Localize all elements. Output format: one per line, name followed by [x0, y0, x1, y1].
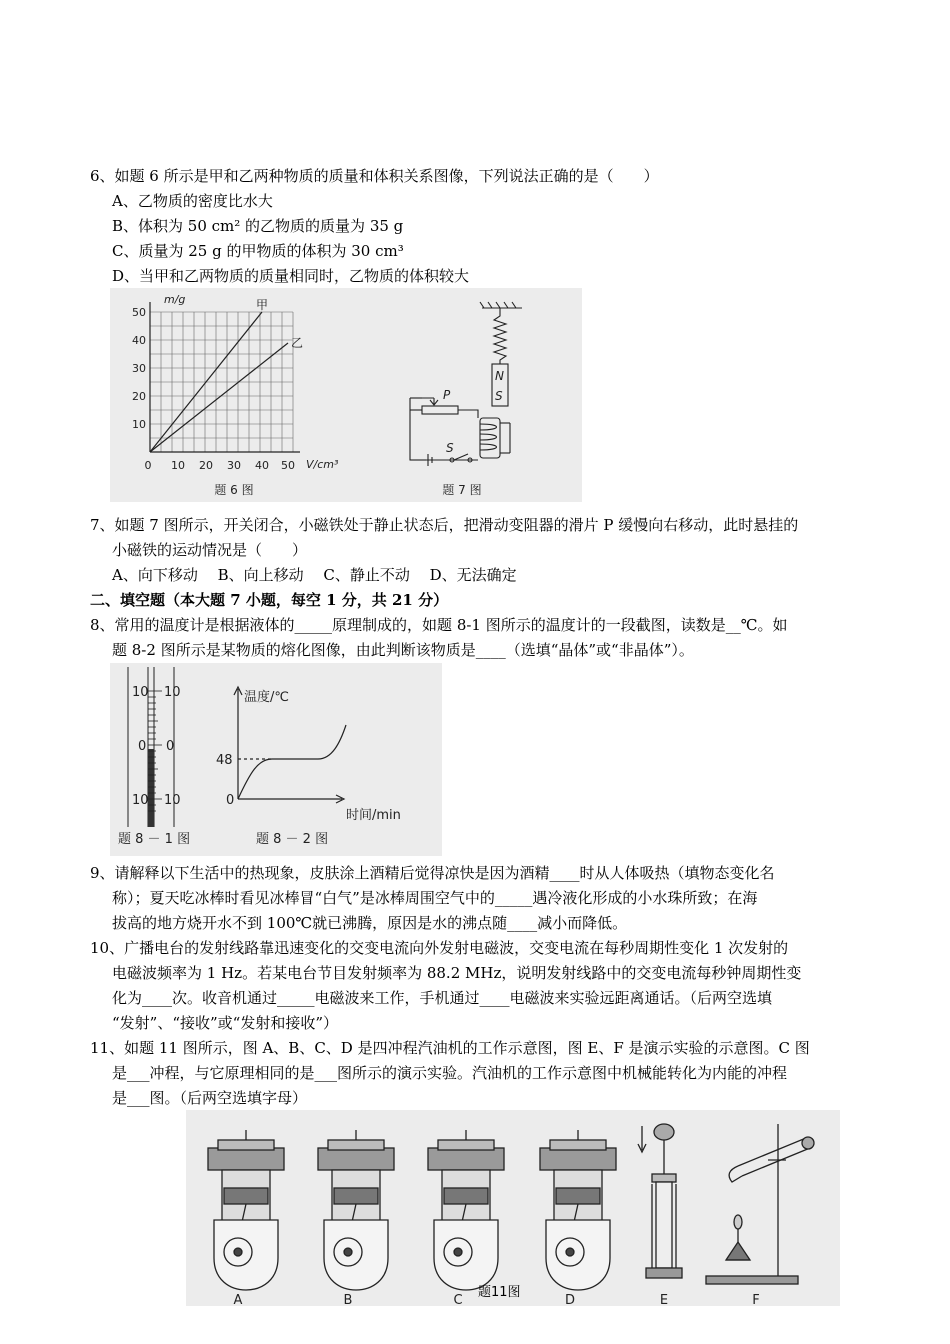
fig6-xtick: 30: [227, 459, 241, 472]
fig11-label-e: E: [659, 1293, 669, 1306]
fig8-2-caption: 题 8 － 2 图: [256, 832, 329, 847]
fig8-origin: 0: [226, 793, 235, 808]
fig8-ylabel: 温度/℃: [244, 690, 289, 705]
q11-line2: 是___冲程，与它原理相同的是___图所示的演示实验。汽油机的工作示意图中机械能转化为内能的冲程: [112, 1064, 788, 1082]
fig6-xtick: 50: [281, 459, 295, 472]
q7-options: A、向下移动 B、向上移动 C、静止不动 D、无法确定: [112, 566, 517, 584]
fig6-line-b-label: 乙: [291, 336, 304, 350]
fig6-ytick: 20: [132, 390, 146, 403]
q10-line4: “发射”、“接收”或“发射和接收”）: [112, 1014, 339, 1032]
q7-line1: 7、如题 7 图所示，开关闭合，小磁铁处于静止状态后，把滑动变阻器的滑片 P 缓慢向右移动，此时悬挂的: [90, 516, 799, 534]
apparatus-f: [706, 1124, 814, 1284]
therm-label-right: 10: [164, 685, 181, 700]
section-title: 二、填空题（本大题 7 小题，每空 1 分，共 21 分）: [90, 591, 449, 609]
fig8-1-caption: 题 8 － 1 图: [118, 832, 191, 847]
fig11-caption: 题11图: [478, 1285, 521, 1300]
fig6-xtick: 20: [199, 459, 213, 472]
fig11-label-f: F: [752, 1293, 760, 1306]
apparatus-e: [638, 1124, 682, 1278]
q6-stem: 6、如题 6 所示是甲和乙两种物质的质量和体积关系图像，下列说法正确的是（ ）: [90, 167, 659, 185]
q10-line1: 10、广播电台的发射线路靠迅速变化的交变电流向外发射电磁波，交变电流在每秒周期性变化 1 次发射的: [90, 939, 789, 957]
fig6-xtick: 0: [144, 459, 152, 472]
therm-label-right: 0: [166, 739, 175, 754]
q10-line3: 化为____次。收音机通过_____电磁波来工作，手机通过____电磁波来实验远距离通话。（后两空选填: [112, 989, 773, 1007]
fig11-label-c: C: [453, 1293, 463, 1306]
q6-option-b: B、体积为 50 cm² 的乙物质的质量为 35 g: [112, 217, 404, 235]
fig6-caption: 题 6 图: [214, 483, 254, 497]
fig11-label-a: A: [233, 1293, 243, 1306]
fig6-xtick: 10: [171, 459, 185, 472]
fig7-magnet-s: S: [495, 389, 503, 403]
q6-option-c: C、质量为 25 g 的甲物质的体积为 30 cm³: [112, 242, 404, 260]
fig8-mark-48: 48: [216, 753, 233, 768]
figure-8: [110, 663, 442, 856]
fig7-caption: 题 7 图: [442, 483, 482, 497]
fig6-xtick: 40: [255, 459, 269, 472]
q7-line2: 小磁铁的运动情况是（ ）: [112, 541, 308, 559]
q9-line2: 称）；夏天吃冰棒时看见冰棒冒“白气”是冰棒周围空气中的_____遇冷液化形成的小水珠所致；在海: [112, 889, 758, 907]
q8-line2: 题 8-2 图所示是某物质的熔化图像，由此判断该物质是____（选填“晶体”或“非晶体”）。: [112, 641, 694, 659]
therm-label-left: 10: [132, 685, 149, 700]
fig6-ytick: 50: [132, 306, 146, 319]
q9-line3: 拔高的地方烧开水不到 100℃就已沸腾，原因是水的沸点随____减小而降低。: [112, 914, 628, 932]
therm-label-right: 10: [164, 793, 181, 808]
fig7-magnet-n: N: [495, 369, 504, 383]
q8-line1: 8、常用的温度计是根据液体的_____原理制成的，如题 8-1 图所示的温度计的一段截图，读数是__℃。如: [90, 616, 788, 634]
q11-line1: 11、如题 11 图所示，图 A、B、C、D 是四冲程汽油机的工作示意图，图 E、F 是演示实验的示意图。C 图: [90, 1039, 810, 1057]
q6-option-d: D、当甲和乙两物质的质量相同时，乙物质的体积较大: [112, 267, 470, 285]
figure-7-circuit: [410, 302, 522, 466]
fig6-ytick: 40: [132, 334, 146, 347]
figures-6-7: [110, 288, 582, 502]
fig8-xlabel: 时间/min: [346, 808, 401, 823]
fig7-switch-s: S: [446, 441, 454, 455]
q11-line3: 是___图。（后两空选填字母）: [112, 1089, 308, 1107]
q9-line1: 9、请解释以下生活中的热现象，皮肤涂上酒精后觉得凉快是因为酒精____时从人体吸热（填物态变化名: [90, 864, 775, 882]
figure-11: [186, 1110, 840, 1306]
figure-6-graph: [150, 302, 300, 452]
fig6-ylabel: m/g: [164, 293, 186, 306]
therm-label-left: 10: [132, 793, 149, 808]
fig11-label-d: D: [564, 1293, 576, 1306]
fig6-ytick: 30: [132, 362, 146, 375]
q6-option-a: A、乙物质的密度比水大: [112, 192, 273, 210]
q10-line2: 电磁波频率为 1 Hz。若某电台节目发射频率为 88.2 MHz，说明发射线路中的交变电流每秒钟周期性变: [112, 964, 802, 982]
fig11-label-b: B: [343, 1293, 353, 1306]
fig6-line-a-label: 甲: [256, 298, 269, 312]
fig6-xlabel: V/cm³: [306, 458, 339, 471]
fig6-ytick: 10: [132, 418, 146, 431]
fig7-slider-p: P: [443, 388, 451, 402]
therm-label-left: 0: [138, 739, 147, 754]
